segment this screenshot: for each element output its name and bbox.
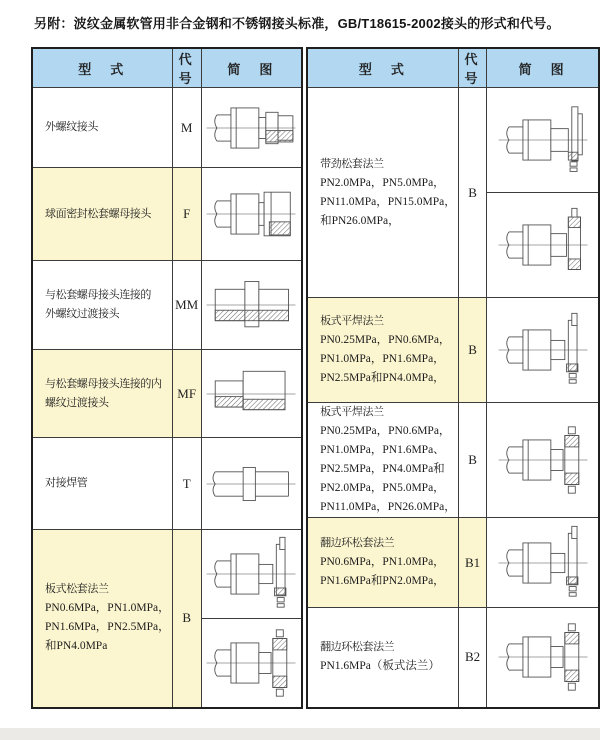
table-row xyxy=(32,438,302,530)
fitting-drawing-male xyxy=(203,89,299,167)
table-row xyxy=(32,88,302,168)
type-cell xyxy=(32,350,172,438)
type-text-line: PN1.6MPa，PN2.5MPa， xyxy=(45,621,170,634)
table-row xyxy=(32,261,302,350)
code-cell: B xyxy=(458,88,487,298)
type-text-line: 板式平焊法兰 xyxy=(320,315,384,327)
type-cell xyxy=(307,403,458,518)
type-text-line: PN2.5MPa，PN4.0MPa和 xyxy=(320,463,445,475)
fitting-drawing-neckB xyxy=(495,206,591,284)
type-text-line: 外螺纹过渡接头 xyxy=(45,308,120,320)
type-cell xyxy=(32,530,172,708)
fitting-drawing-nippleF xyxy=(203,355,299,433)
type-text-line: PN1.0MPa，PN1.6MPa、 xyxy=(320,444,445,456)
type-text-line: PN1.6MPa和PN2.0MPa， xyxy=(320,575,445,587)
header-diagram: 简 图 xyxy=(487,48,599,88)
header-diagram: 简 图 xyxy=(201,48,302,88)
diagram-cell xyxy=(487,518,599,608)
code-cell: MF xyxy=(172,350,201,438)
header-row xyxy=(307,48,599,88)
type-text-line: 板式松套法兰 xyxy=(45,583,109,596)
diagram-cell xyxy=(487,88,599,193)
header-type: 型 式 xyxy=(32,48,172,88)
fittings-table xyxy=(31,47,600,709)
table-row xyxy=(32,168,302,261)
fitting-drawing-flangeB xyxy=(203,624,299,702)
header-row xyxy=(32,48,302,88)
fitting-drawing-flangeA xyxy=(495,311,591,389)
type-cell xyxy=(32,168,172,261)
code-cell: B xyxy=(458,403,487,518)
type-text-line: 带劲松套法兰 xyxy=(320,157,384,170)
fitting-drawing-weld xyxy=(203,445,299,523)
code-cell: B1 xyxy=(458,518,487,608)
fitting-drawing-neckA xyxy=(495,101,591,179)
page-margin-strip xyxy=(0,728,600,740)
diagram-cell xyxy=(487,403,599,518)
page-title: 另附：波纹金属软管用非合金钢和不锈钢接头标准，GB/T18615-2002接头的形式和代号。 xyxy=(34,16,560,31)
fitting-drawing-flangeB xyxy=(495,618,591,696)
type-text-line: 对接焊管 xyxy=(45,477,88,489)
fitting-drawing-nut xyxy=(203,175,299,253)
diagram-cell xyxy=(201,261,302,350)
type-cell xyxy=(307,518,458,608)
code-cell: M xyxy=(172,88,201,168)
code-cell: B xyxy=(172,530,201,708)
type-text-line: 翻边环松套法兰 xyxy=(320,537,395,549)
code-cell: B2 xyxy=(458,608,487,708)
type-cell xyxy=(307,608,458,708)
type-cell xyxy=(32,438,172,530)
type-text-line: PN0.6MPa，PN1.0MPa， xyxy=(320,556,445,568)
diagram-cell xyxy=(487,193,599,298)
type-cell xyxy=(32,261,172,350)
type-text-line: PN11.0MPa，PN26.0MPa， xyxy=(320,501,456,513)
table-row xyxy=(307,518,599,608)
table-row xyxy=(307,88,599,193)
header-code: 代号 xyxy=(458,48,487,88)
diagram-cell xyxy=(487,298,599,403)
type-cell xyxy=(307,298,458,403)
fitting-drawing-flangeB xyxy=(495,421,591,499)
table-right-half xyxy=(306,47,600,709)
fitting-drawing-flangeA xyxy=(495,524,591,602)
type-text-line: PN0.6MPa，PN1.0MPa， xyxy=(45,602,170,615)
table-row xyxy=(32,350,302,438)
diagram-cell xyxy=(201,168,302,261)
type-text-line: 板式平焊法兰 xyxy=(320,406,384,418)
diagram-cell xyxy=(201,438,302,530)
code-cell: MM xyxy=(172,261,201,350)
diagram-cell xyxy=(201,88,302,168)
type-text-line: PN0.25MPa，PN0.6MPa， xyxy=(320,425,451,437)
type-text-line: PN1.6MPa（板式法兰） xyxy=(320,660,440,673)
type-text-line: 与松套螺母接头连接的 xyxy=(45,289,151,301)
fitting-drawing-nippleM xyxy=(203,266,299,344)
type-text-line: PN2.0MPa，PN5.0MPa， xyxy=(320,176,445,189)
table-left-half xyxy=(31,47,303,709)
table-row xyxy=(32,530,302,619)
diagram-cell xyxy=(201,530,302,619)
type-text-line: PN2.0MPa，PN5.0MPa， xyxy=(320,482,445,494)
diagram-cell xyxy=(487,608,599,708)
diagram-cell xyxy=(201,350,302,438)
type-text-line: 和PN4.0MPa xyxy=(45,640,108,653)
type-text-line: 螺纹过渡接头 xyxy=(45,396,109,409)
table-row xyxy=(307,403,599,518)
type-text-line: 球面密封松套螺母接头 xyxy=(45,207,151,220)
fitting-drawing-flangeA xyxy=(203,535,299,613)
type-text-line: 与松套螺母接头连接的内 xyxy=(45,377,162,390)
header-type: 型 式 xyxy=(307,48,458,88)
type-text-line: 翻边环松套法兰 xyxy=(320,641,395,654)
table-row xyxy=(307,298,599,403)
code-cell: F xyxy=(172,168,201,261)
table-row xyxy=(307,608,599,708)
type-cell xyxy=(307,88,458,298)
type-text-line: 外螺纹接头 xyxy=(45,121,98,133)
type-text-line: PN2.5MPa和PN4.0MPa， xyxy=(320,372,445,384)
type-text-line: 和PN26.0MPa， xyxy=(320,214,400,227)
diagram-cell xyxy=(201,619,302,708)
code-cell: B xyxy=(458,298,487,403)
type-text-line: PN1.0MPa，PN1.6MPa， xyxy=(320,353,445,365)
header-code: 代号 xyxy=(172,48,201,88)
type-text-line: PN0.25MPa，PN0.6MPa， xyxy=(320,334,451,346)
type-text-line: PN11.0MPa，PN15.0MPa， xyxy=(320,195,456,208)
type-cell xyxy=(32,88,172,168)
code-cell: T xyxy=(172,438,201,530)
